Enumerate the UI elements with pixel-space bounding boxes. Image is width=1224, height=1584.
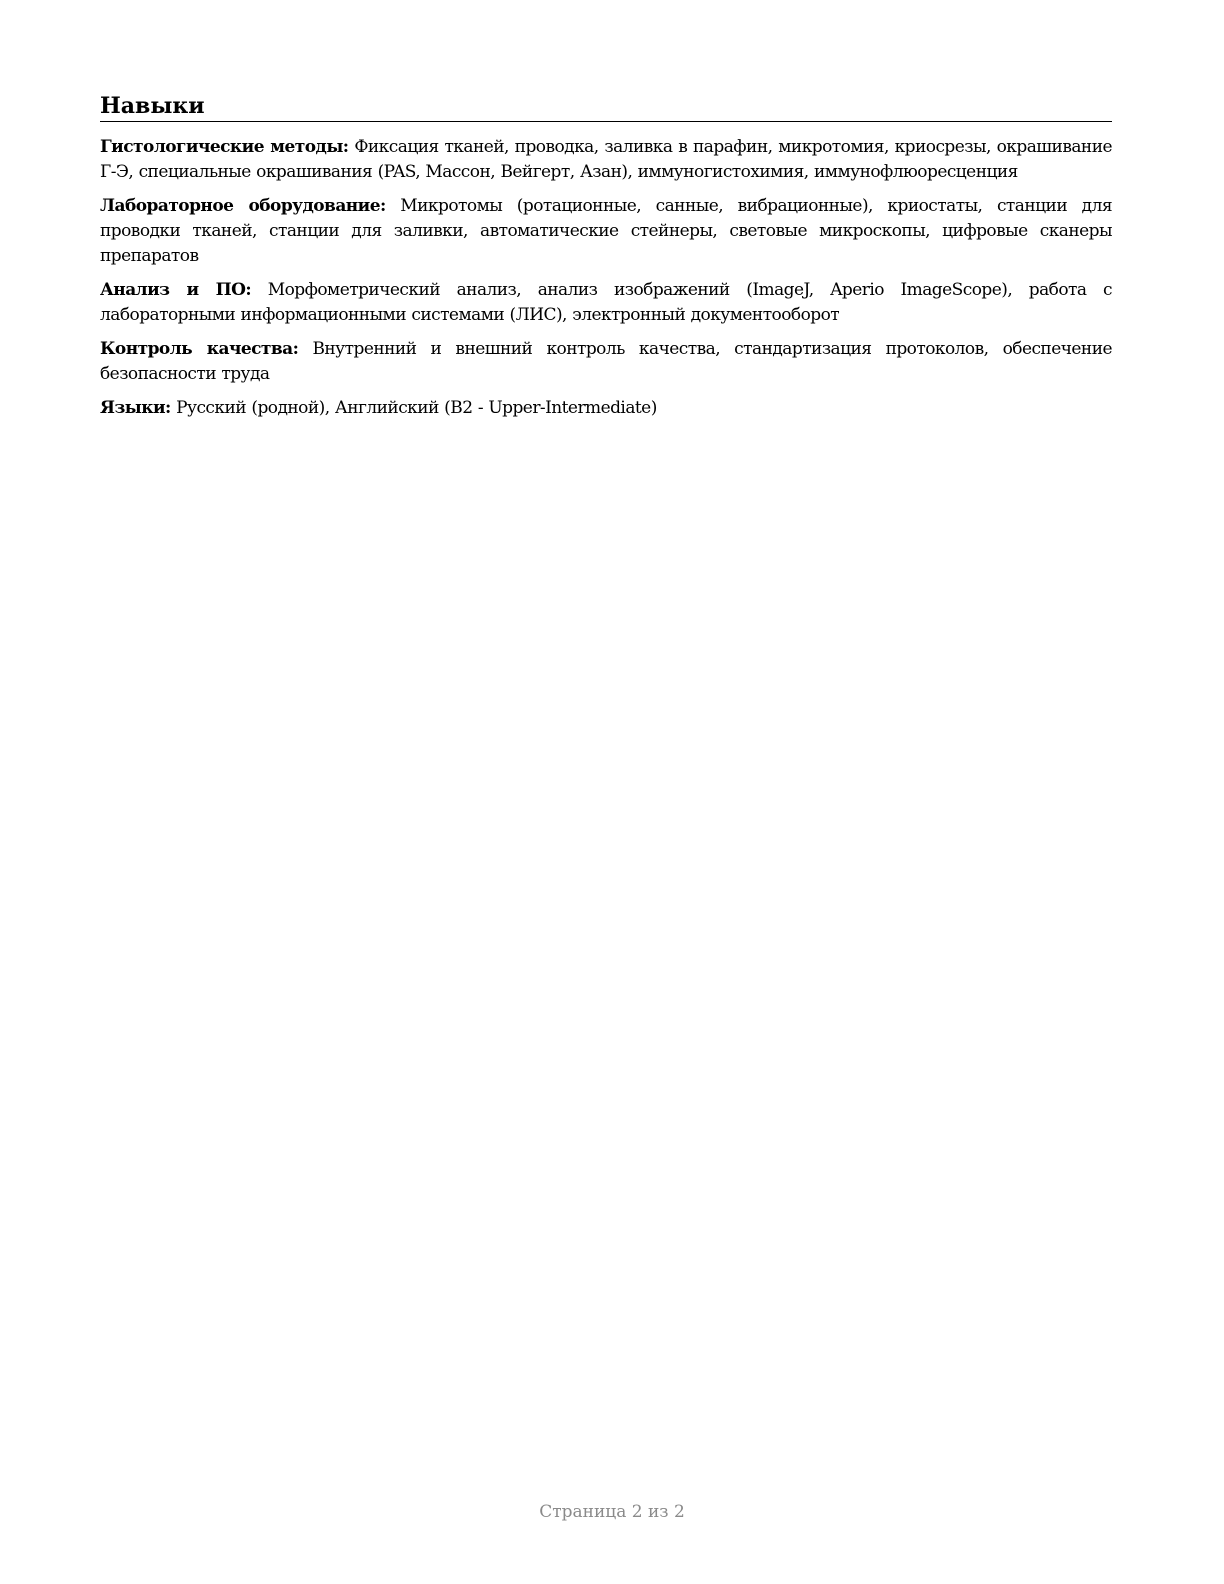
skill-label: Анализ и ПО: [100,280,252,300]
skill-label: Контроль качества: [100,339,299,359]
skill-label: Лабораторное оборудование: [100,196,386,216]
skill-entry-analysis-software [100,278,1112,328]
skill-entry-lab-equipment [100,194,1112,269]
skill-label: Языки: [100,398,171,418]
skill-text: Фиксация тканей, проводка, заливка в парафин, микротомия, криосрезы, окрашивание Г-Э, специальные окрашивания (PAS, Массон, Вейгерт, Азан), иммуногистохимия, иммунофлюоресценция [100,137,1113,182]
skill-entry-languages [100,396,1112,421]
skill-text: Морфометрический анализ, анализ изображений (ImageJ, Aperio ImageScope), работа с лабораторными информационными системами (ЛИС), электронный документооборот [100,280,1113,325]
skill-entry-histology-methods [100,135,1112,185]
page-content [100,92,1112,430]
skill-entry-quality-control [100,337,1112,387]
page-number-footer: Страница 2 из 2 [539,1502,685,1522]
skill-label: Гистологические методы: [100,137,349,157]
skill-text: Русский (родной), Английский (B2 - Upper-Intermediate) [176,398,657,418]
skill-text: Микротомы (ротационные, санные, вибрационные), криостаты, станции для проводки тканей, станции для заливки, автоматические стейнеры, световые микроскопы, цифровые сканеры препаратов [100,196,1112,266]
skill-text: Внутренний и внешний контроль качества, стандартизация протоколов, обеспечение безопасности труда [100,339,1112,384]
skills-list [100,135,1112,421]
section-title-skills: Навыки [100,92,1112,122]
